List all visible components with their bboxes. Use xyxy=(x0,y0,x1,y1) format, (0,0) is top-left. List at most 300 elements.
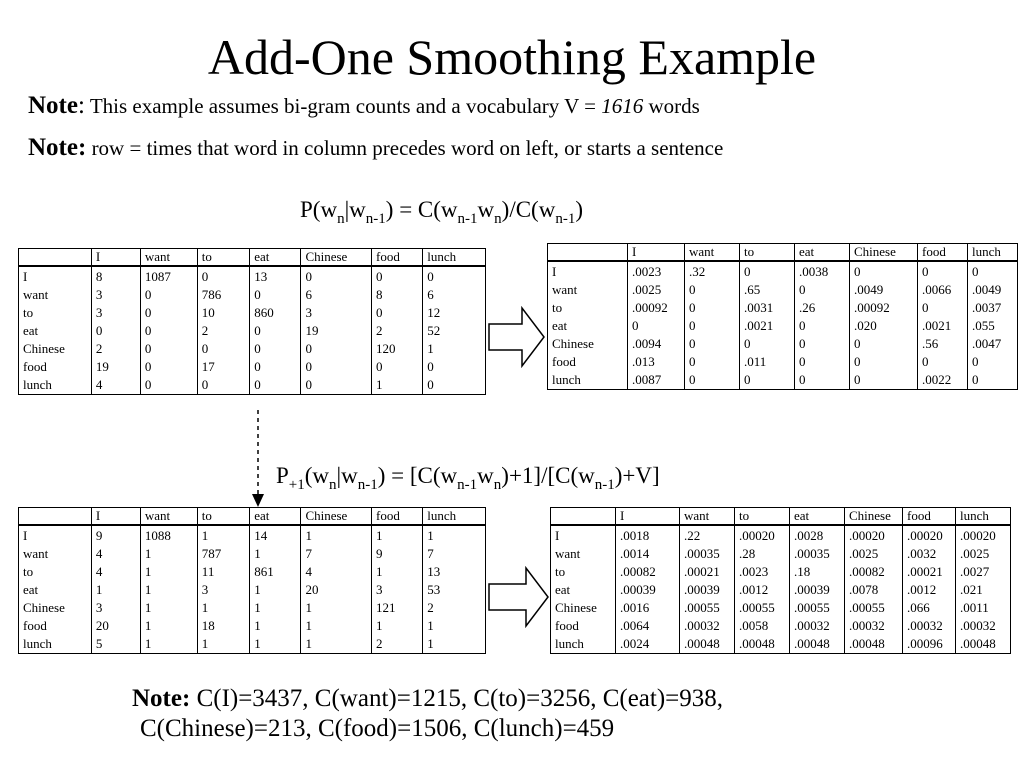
table-row xyxy=(551,581,1011,599)
row-label: to xyxy=(555,564,566,579)
note-text: This example assumes bi-gram counts and a vocabulary V = xyxy=(89,94,602,118)
table-cell: 3 xyxy=(372,581,423,599)
table-cell: 0 xyxy=(850,371,918,390)
table-row xyxy=(19,525,486,545)
column-header: eat xyxy=(250,249,301,267)
table-cell: 18 xyxy=(197,617,249,635)
table-cell: .0058 xyxy=(735,617,790,635)
table-cell: .18 xyxy=(790,563,845,581)
vocabulary-size: 1616 xyxy=(601,94,644,118)
column-header: food xyxy=(372,249,423,267)
note-colon: : xyxy=(77,92,85,119)
table-cell: .00048 xyxy=(845,635,903,654)
row-label: eat xyxy=(23,582,39,597)
table-cell: 0 xyxy=(628,317,685,335)
table-cell: 8 xyxy=(372,286,423,304)
table-cell: .00092 xyxy=(850,299,918,317)
note-label: Note: xyxy=(28,134,87,161)
table-cell: .00055 xyxy=(735,599,790,617)
table-cell: .0094 xyxy=(628,335,685,353)
column-header: Chinese xyxy=(301,508,372,526)
column-header: eat xyxy=(795,244,850,262)
table-cell: .22 xyxy=(680,525,735,545)
table-cell: .00020 xyxy=(735,525,790,545)
table-cell: 1 xyxy=(250,581,301,599)
table-cell: .0028 xyxy=(790,525,845,545)
table-cell: 2 xyxy=(91,340,140,358)
table-cell: .0038 xyxy=(795,261,850,281)
table-cell: .0024 xyxy=(616,635,680,654)
column-header: Chinese xyxy=(850,244,918,262)
table-cell: .055 xyxy=(968,317,1018,335)
table-cell: 0 xyxy=(372,266,423,286)
table-cell: 0 xyxy=(140,322,197,340)
table-cell: 0 xyxy=(795,317,850,335)
slide-title: Add-One Smoothing Example xyxy=(207,29,817,85)
column-header xyxy=(19,508,92,526)
table-cell: .00055 xyxy=(680,599,735,617)
table-cell: .00020 xyxy=(956,525,1011,545)
table-cell: 6 xyxy=(423,286,486,304)
row-label: I xyxy=(552,264,557,279)
table-cell: 2 xyxy=(372,322,423,340)
table-cell: .013 xyxy=(628,353,685,371)
table-cell: 1 xyxy=(423,617,486,635)
table-cell: .0078 xyxy=(845,581,903,599)
table-cell: .00048 xyxy=(735,635,790,654)
row-label: to xyxy=(552,300,563,315)
table-cell: 1 xyxy=(140,599,197,617)
table-cell: 0 xyxy=(301,376,372,395)
table-row xyxy=(19,581,486,599)
table-cell: .00055 xyxy=(845,599,903,617)
table-cell: 0 xyxy=(140,376,197,395)
table-cell: .0049 xyxy=(968,281,1018,299)
table-cell: 4 xyxy=(91,563,140,581)
add-one-probability-table xyxy=(550,507,1011,654)
row-label: lunch xyxy=(23,377,52,392)
table-cell: 20 xyxy=(91,617,140,635)
formula-add-one: $P_{+1}(w_n|w_{n-1}) = [C(w_{n-1}w_n)+1]/[C(w_{n-1})+V]$ xyxy=(276,463,660,493)
table-cell: .0032 xyxy=(903,545,956,563)
table-cell: 6 xyxy=(301,286,372,304)
table-cell: 0 xyxy=(850,335,918,353)
column-header: I xyxy=(91,508,140,526)
table-cell: .00020 xyxy=(903,525,956,545)
table-cell: .0066 xyxy=(918,281,968,299)
table-cell: .0012 xyxy=(903,581,956,599)
table-cell: 0 xyxy=(250,358,301,376)
column-header: want xyxy=(685,244,740,262)
table-cell: 0 xyxy=(301,340,372,358)
table-cell: 4 xyxy=(91,376,140,395)
table-cell: .0064 xyxy=(616,617,680,635)
table-row xyxy=(19,563,486,581)
table-cell: 0 xyxy=(968,353,1018,371)
table-row xyxy=(548,371,1018,390)
table-cell: 4 xyxy=(301,563,372,581)
table-cell: .0087 xyxy=(628,371,685,390)
table-cell: 0 xyxy=(301,358,372,376)
table-cell: 17 xyxy=(197,358,249,376)
table-cell: .0012 xyxy=(735,581,790,599)
row-label: Chinese xyxy=(552,336,594,351)
table-cell: 0 xyxy=(423,266,486,286)
table-row xyxy=(551,525,1011,545)
table-cell: .0025 xyxy=(628,281,685,299)
table-cell: 1 xyxy=(423,340,486,358)
row-label: I xyxy=(23,269,28,284)
table-cell: 0 xyxy=(685,281,740,299)
dashed-down-arrow-icon xyxy=(252,410,264,508)
table-cell: .0014 xyxy=(616,545,680,563)
header-row xyxy=(19,508,486,526)
row-label: lunch xyxy=(552,372,581,387)
table-cell: 0 xyxy=(250,376,301,395)
table-cell: 0 xyxy=(91,322,140,340)
table-cell: .26 xyxy=(795,299,850,317)
table-cell: 0 xyxy=(685,353,740,371)
table-cell: .00096 xyxy=(903,635,956,654)
table-cell: 1 xyxy=(250,599,301,617)
table-cell: 0 xyxy=(740,261,795,281)
table-row xyxy=(19,286,486,304)
table-cell: 1 xyxy=(372,525,423,545)
column-header: Chinese xyxy=(301,249,372,267)
table-cell: 3 xyxy=(197,581,249,599)
table-cell: 1 xyxy=(301,599,372,617)
table-cell: 13 xyxy=(423,563,486,581)
table-cell: .066 xyxy=(903,599,956,617)
bigram-counts-table xyxy=(18,248,486,395)
table-row xyxy=(551,563,1011,581)
unigram-counts-line2: C(Chinese)=213, C(food)=1506, C(lunch)=459 xyxy=(140,715,615,742)
row-label: lunch xyxy=(23,636,52,651)
row-label: Chinese xyxy=(555,600,597,615)
table-row xyxy=(551,545,1011,563)
table-cell: 1 xyxy=(197,525,249,545)
table-cell: .0025 xyxy=(956,545,1011,563)
table-cell: 1 xyxy=(250,545,301,563)
row-label: Chinese xyxy=(23,341,65,356)
table-row xyxy=(19,266,486,286)
table-row xyxy=(19,322,486,340)
note-label: Note: xyxy=(132,685,191,712)
table-row xyxy=(548,299,1018,317)
table-cell: 1 xyxy=(140,545,197,563)
table-cell: 120 xyxy=(372,340,423,358)
table-cell: .00035 xyxy=(790,545,845,563)
table-cell: 14 xyxy=(250,525,301,545)
column-header: want xyxy=(140,249,197,267)
table-row xyxy=(19,304,486,322)
table-cell: 0 xyxy=(250,340,301,358)
table-cell: 9 xyxy=(372,545,423,563)
table-cell: 53 xyxy=(423,581,486,599)
table-cell: 1 xyxy=(372,376,423,395)
table-cell: 0 xyxy=(250,322,301,340)
table-cell: .00020 xyxy=(845,525,903,545)
table-row xyxy=(19,340,486,358)
table-cell: .00048 xyxy=(956,635,1011,654)
table-cell: 0 xyxy=(968,261,1018,281)
table-row xyxy=(19,376,486,395)
table-cell: 0 xyxy=(372,304,423,322)
table-cell: 3 xyxy=(91,304,140,322)
table-cell: .021 xyxy=(956,581,1011,599)
table-cell: 0 xyxy=(685,371,740,390)
table-cell: 0 xyxy=(968,371,1018,390)
table-cell: 787 xyxy=(197,545,249,563)
table-cell: .00032 xyxy=(680,617,735,635)
table-cell: .00032 xyxy=(956,617,1011,635)
column-header xyxy=(551,508,616,526)
row-label: I xyxy=(555,528,560,543)
row-label: food xyxy=(23,618,47,633)
table-cell: 0 xyxy=(918,299,968,317)
table-cell: .0021 xyxy=(740,317,795,335)
row-label: want xyxy=(552,282,578,297)
table-cell: .00092 xyxy=(628,299,685,317)
table-cell: .56 xyxy=(918,335,968,353)
table-cell: .0011 xyxy=(956,599,1011,617)
table-cell: 8 xyxy=(91,266,140,286)
table-cell: .0021 xyxy=(918,317,968,335)
bigram-probability-table xyxy=(547,243,1018,390)
table-cell: 0 xyxy=(140,358,197,376)
column-header: to xyxy=(740,244,795,262)
table-cell: 0 xyxy=(740,335,795,353)
column-header: I xyxy=(616,508,680,526)
table-cell: .00048 xyxy=(680,635,735,654)
table-cell: 0 xyxy=(140,304,197,322)
table-cell: 19 xyxy=(91,358,140,376)
table-cell: 5 xyxy=(91,635,140,654)
table-cell: .00035 xyxy=(680,545,735,563)
table-cell: .011 xyxy=(740,353,795,371)
column-header: eat xyxy=(250,508,301,526)
table-cell: 0 xyxy=(795,335,850,353)
table-cell: 0 xyxy=(795,281,850,299)
table-cell: 0 xyxy=(140,340,197,358)
column-header: want xyxy=(680,508,735,526)
table-cell: 3 xyxy=(301,304,372,322)
row-label: want xyxy=(23,287,49,302)
column-header: food xyxy=(918,244,968,262)
table-cell: .00039 xyxy=(790,581,845,599)
table-cell: 861 xyxy=(250,563,301,581)
table-cell: .00082 xyxy=(845,563,903,581)
table-row xyxy=(551,617,1011,635)
table-cell: 19 xyxy=(301,322,372,340)
table-row xyxy=(548,353,1018,371)
column-header xyxy=(548,244,628,262)
table-cell: .0018 xyxy=(616,525,680,545)
table-row xyxy=(19,599,486,617)
table-cell: 0 xyxy=(850,353,918,371)
add-one-counts-table xyxy=(18,507,486,654)
table-cell: 3 xyxy=(91,286,140,304)
table-cell: .00032 xyxy=(845,617,903,635)
table-cell: 12 xyxy=(423,304,486,322)
table-cell: 1 xyxy=(197,635,249,654)
table-cell: 0 xyxy=(740,371,795,390)
column-header: want xyxy=(140,508,197,526)
table-cell: 0 xyxy=(795,353,850,371)
table-cell: .00048 xyxy=(790,635,845,654)
formula-mle: $P(w_n|w_{n-1}) = C(w_{n-1}w_n)/C(w_{n-1})$ xyxy=(300,197,583,227)
column-header: I xyxy=(628,244,685,262)
header-row xyxy=(548,244,1018,262)
table-row xyxy=(548,335,1018,353)
row-label: to xyxy=(23,564,34,579)
row-label: eat xyxy=(552,318,568,333)
table-cell: .00021 xyxy=(680,563,735,581)
table-cell: 1 xyxy=(91,581,140,599)
table-cell: 1 xyxy=(301,635,372,654)
table-cell: 0 xyxy=(250,286,301,304)
table-cell: 0 xyxy=(918,353,968,371)
table-cell: .0022 xyxy=(918,371,968,390)
table-cell: .00021 xyxy=(903,563,956,581)
row-label: lunch xyxy=(555,636,584,651)
column-header: to xyxy=(197,249,249,267)
table-cell: 2 xyxy=(372,635,423,654)
right-arrow-icon xyxy=(488,566,550,628)
note-label: Note xyxy=(28,92,78,119)
table-cell: 0 xyxy=(850,261,918,281)
table-cell: 0 xyxy=(197,340,249,358)
table-cell: 1 xyxy=(423,635,486,654)
table-cell: 10 xyxy=(197,304,249,322)
row-label: to xyxy=(23,305,34,320)
table-cell: 1 xyxy=(140,563,197,581)
table-cell: 9 xyxy=(91,525,140,545)
table-cell: .0049 xyxy=(850,281,918,299)
table-cell: .00039 xyxy=(616,581,680,599)
note-row-meaning xyxy=(28,134,723,162)
table-cell: 1 xyxy=(301,525,372,545)
header-row xyxy=(19,249,486,267)
row-label: eat xyxy=(23,323,39,338)
column-header: to xyxy=(735,508,790,526)
row-label: food xyxy=(23,359,47,374)
row-label: want xyxy=(555,546,581,561)
column-header: food xyxy=(903,508,956,526)
table-cell: 1 xyxy=(301,617,372,635)
table-cell: .0031 xyxy=(740,299,795,317)
unigram-counts-line1: C(I)=3437, C(want)=1215, C(to)=3256, C(eat)=938, xyxy=(190,685,724,712)
table-cell: 0 xyxy=(918,261,968,281)
table-cell: 0 xyxy=(685,335,740,353)
table-cell: 11 xyxy=(197,563,249,581)
row-label: I xyxy=(23,528,28,543)
right-arrow-icon xyxy=(488,306,546,368)
table-row xyxy=(19,635,486,654)
table-cell: .28 xyxy=(735,545,790,563)
table-cell: 0 xyxy=(140,286,197,304)
row-label: food xyxy=(552,354,576,369)
table-cell: 1 xyxy=(250,635,301,654)
table-row xyxy=(548,317,1018,335)
row-label: want xyxy=(23,546,49,561)
column-header: eat xyxy=(790,508,845,526)
table-cell: .0027 xyxy=(956,563,1011,581)
column-header: to xyxy=(197,508,249,526)
table-cell: 7 xyxy=(423,545,486,563)
table-cell: 1087 xyxy=(140,266,197,286)
row-label: eat xyxy=(555,582,571,597)
table-cell: 1 xyxy=(372,563,423,581)
header-row xyxy=(551,508,1011,526)
table-cell: .00032 xyxy=(903,617,956,635)
table-cell: 121 xyxy=(372,599,423,617)
table-cell: 52 xyxy=(423,322,486,340)
table-row xyxy=(19,545,486,563)
table-cell: 786 xyxy=(197,286,249,304)
table-cell: .00082 xyxy=(616,563,680,581)
table-row xyxy=(548,281,1018,299)
table-cell: 0 xyxy=(423,376,486,395)
note-vocabulary xyxy=(28,92,700,120)
table-cell: 4 xyxy=(91,545,140,563)
table-cell: 3 xyxy=(91,599,140,617)
column-header: lunch xyxy=(968,244,1018,262)
table-row xyxy=(551,599,1011,617)
row-label: Chinese xyxy=(23,600,65,615)
table-cell: .00055 xyxy=(790,599,845,617)
column-header: lunch xyxy=(423,508,486,526)
row-label: food xyxy=(555,618,579,633)
table-cell: .65 xyxy=(740,281,795,299)
table-cell: .00039 xyxy=(680,581,735,599)
table-cell: 1 xyxy=(197,599,249,617)
table-cell: 0 xyxy=(197,376,249,395)
table-cell: .0047 xyxy=(968,335,1018,353)
table-cell: 1 xyxy=(372,617,423,635)
table-cell: 0 xyxy=(685,299,740,317)
table-cell: .0023 xyxy=(628,261,685,281)
table-cell: 1 xyxy=(140,617,197,635)
table-row xyxy=(551,635,1011,654)
column-header: Chinese xyxy=(845,508,903,526)
table-cell: 7 xyxy=(301,545,372,563)
note-suffix: words xyxy=(643,94,700,118)
table-cell: 1 xyxy=(140,581,197,599)
table-row xyxy=(548,261,1018,281)
column-header xyxy=(19,249,92,267)
table-row xyxy=(19,358,486,376)
table-cell: 2 xyxy=(423,599,486,617)
table-cell: .0023 xyxy=(735,563,790,581)
table-cell: 1 xyxy=(250,617,301,635)
note-text: row = times that word in column precedes word on left, or starts a sentence xyxy=(91,136,724,160)
table-cell: .0025 xyxy=(845,545,903,563)
table-cell: 0 xyxy=(301,266,372,286)
table-cell: 0 xyxy=(795,371,850,390)
table-cell: .0037 xyxy=(968,299,1018,317)
column-header: I xyxy=(91,249,140,267)
table-cell: 20 xyxy=(301,581,372,599)
column-header: food xyxy=(372,508,423,526)
table-cell: 0 xyxy=(197,266,249,286)
table-cell: 1 xyxy=(140,635,197,654)
table-cell: 13 xyxy=(250,266,301,286)
table-cell: 1088 xyxy=(140,525,197,545)
table-cell: 2 xyxy=(197,322,249,340)
table-cell: 0 xyxy=(685,317,740,335)
bottom-note xyxy=(132,684,723,744)
